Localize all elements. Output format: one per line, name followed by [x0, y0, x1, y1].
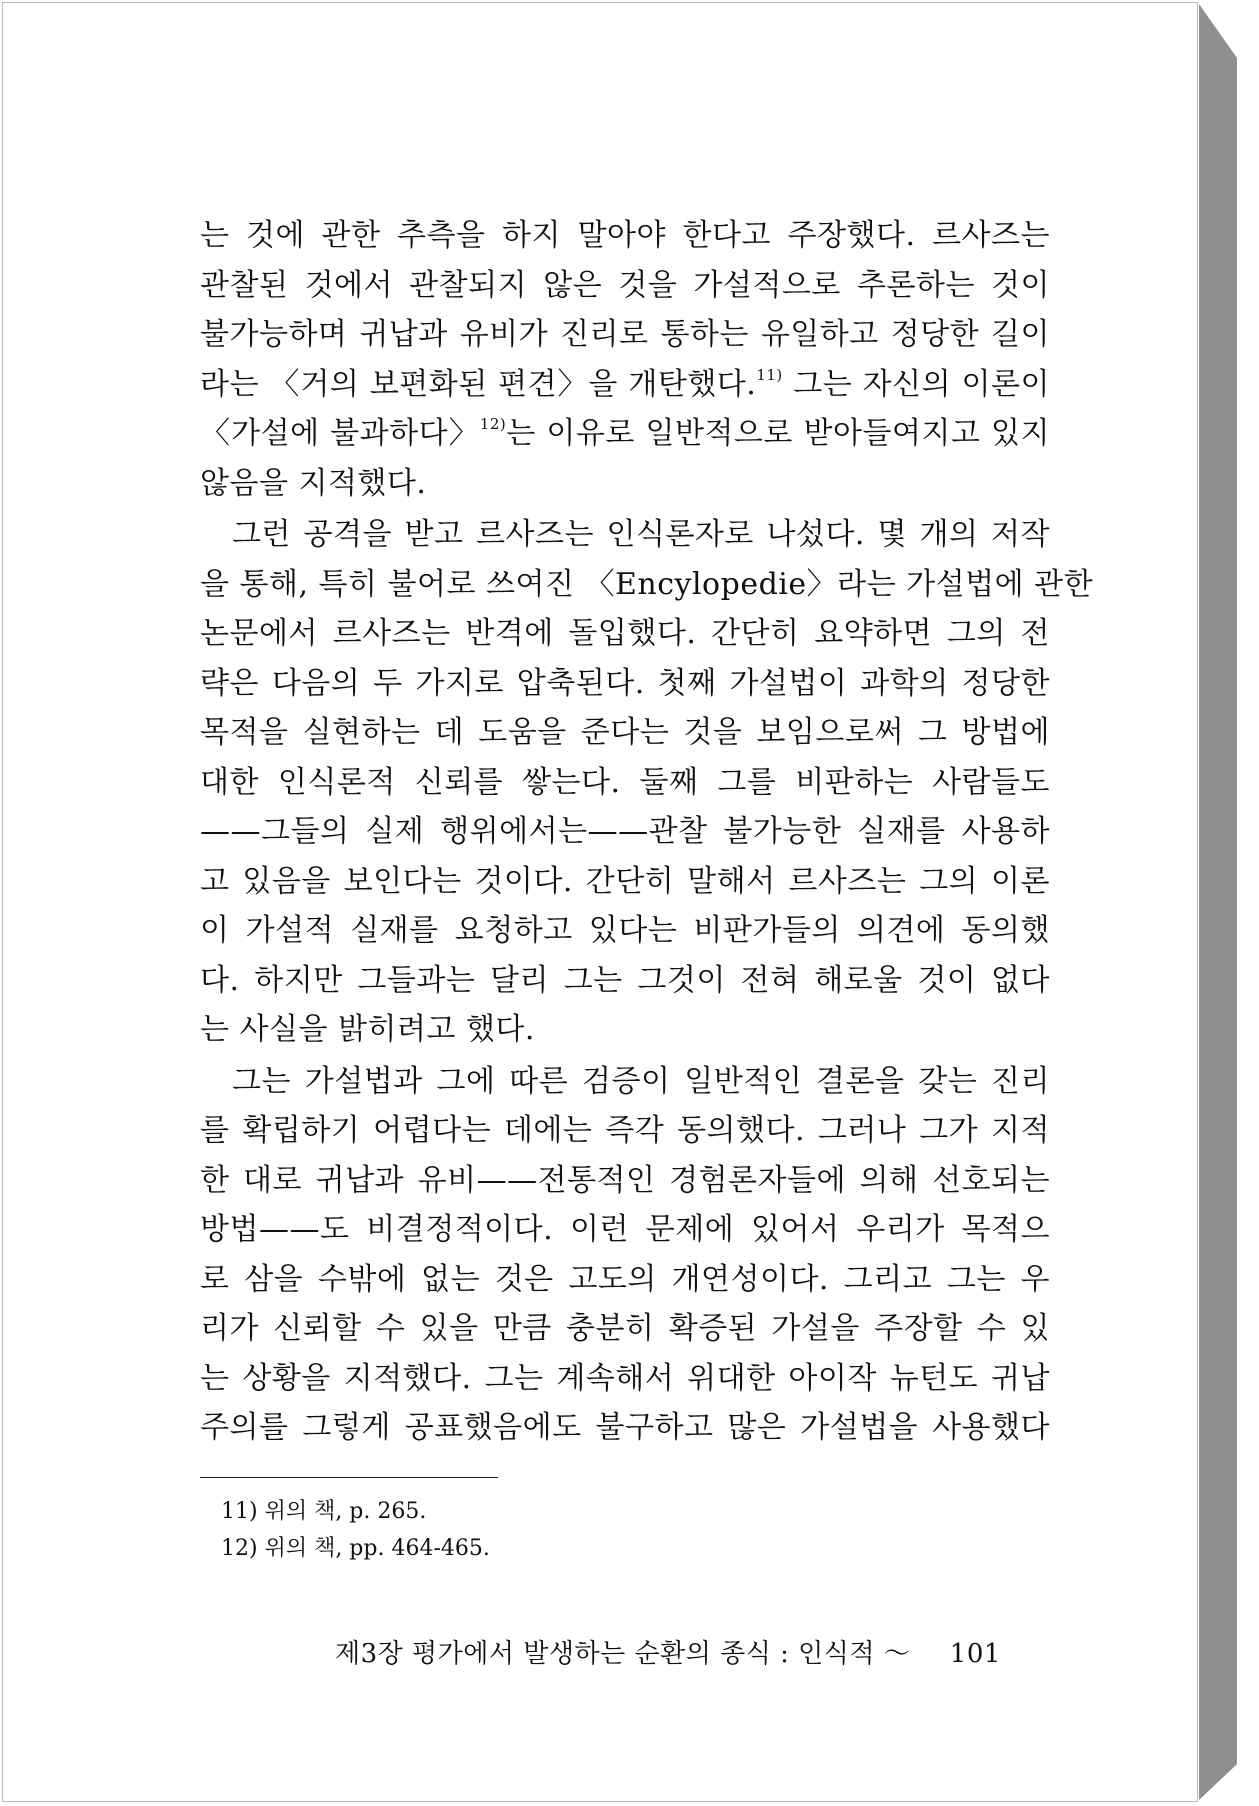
text-line: 〈가설에 불과하다〉$^{12)}$는 이유로 일반적으로 받아들여지고 있지 — [200, 415, 1050, 451]
text-line: ——그들의 실제 행위에서는——관찰 불가능한 실재를 사용하 — [200, 814, 1050, 849]
text-line: 한 대로 귀납과 유비——전통적인 경험론자들에 의해 선호되는 — [200, 1162, 1050, 1198]
text-line: 라는 〈거의 보편화된 편견〉을 개탄했다.$^{11)}$ 그는 자신의 이론이 — [200, 365, 1050, 402]
text-line: 고 있음을 보인다는 것이다. 간단히 말해서 르사즈는 그의 이론 — [200, 863, 1050, 899]
body-text — [200, 211, 1094, 1453]
book-edge-shadow — [1199, 4, 1237, 1800]
text-line: 않음을 지적했다. — [200, 465, 427, 501]
footnote-divider — [200, 1477, 498, 1478]
footnotes — [221, 1493, 490, 1567]
page-number: 101 — [949, 1639, 1001, 1669]
book-page — [2, 2, 1198, 1802]
text-line: 다. 하지만 그들과는 달리 그는 그것이 전혀 해로울 것이 없다 — [200, 962, 1050, 998]
text-line: 주의를 그렇게 공표했음에도 불구하고 많은 가설법을 사용했다 — [200, 1410, 1050, 1445]
text-line: 는 상황을 지적했다. 그는 계속해서 위대한 아이작 뉴턴도 귀납 — [200, 1360, 1050, 1396]
text-line: 는 사실을 밝히려고 했다. — [200, 1012, 535, 1047]
running-footer — [335, 1633, 1001, 1670]
footnote-12: 12) 위의 책, pp. 464-465. — [221, 1536, 490, 1561]
text-line: 대한 인식론적 신뢰를 쌓는다. 둘째 그를 비판하는 사람들도 — [200, 764, 1050, 800]
text-line: 는 것에 관한 추측을 하지 말아야 한다고 주장했다. 르사즈는 — [200, 218, 1050, 253]
text-line: 을 통해, 특히 불어로 쓰여진 〈Encylopedie〉라는 가설법에 관한 — [200, 566, 1094, 602]
text-line: 리가 신뢰할 수 있을 만큼 충분히 확증된 가설을 주장할 수 있 — [200, 1311, 1050, 1346]
text-line: 략은 다음의 두 가지로 압축된다. 첫째 가설법이 과학의 정당한 — [200, 665, 1050, 701]
text-line: 이 가설적 실재를 요청하고 있다는 비판가들의 의견에 동의했 — [200, 913, 1050, 948]
text-line: 를 확립하기 어렵다는 데에는 즉각 동의했다. 그러나 그가 지적 — [200, 1113, 1050, 1148]
footnote-11: 11) 위의 책, p. 265. — [221, 1499, 427, 1524]
text-line: 그런 공격을 받고 르사즈는 인식론자로 나섰다. 몇 개의 저작 — [232, 517, 1050, 552]
running-title: 제3장 평가에서 발생하는 순환의 종식 : 인식적 ～ — [335, 1639, 911, 1669]
text-line: 방법——도 비결정적이다. 이런 문제에 있어서 우리가 목적으 — [200, 1212, 1050, 1247]
text-line: 관찰된 것에서 관찰되지 않은 것을 가설적으로 추론하는 것이 — [200, 267, 1050, 303]
text-line: 로 삼을 수밖에 없는 것은 고도의 개연성이다. 그리고 그는 우 — [200, 1261, 1050, 1297]
text-line: 불가능하며 귀납과 유비가 진리로 통하는 유일하고 정당한 길이 — [200, 317, 1050, 352]
text-line: 목적을 실현하는 데 도움을 준다는 것을 보임으로써 그 방법에 — [200, 715, 1050, 750]
text-line: 그는 가설법과 그에 따른 검증이 일반적인 결론을 갖는 진리 — [232, 1063, 1050, 1099]
text-line: 논문에서 르사즈는 반격에 돌입했다. 간단히 요약하면 그의 전 — [200, 616, 1050, 651]
